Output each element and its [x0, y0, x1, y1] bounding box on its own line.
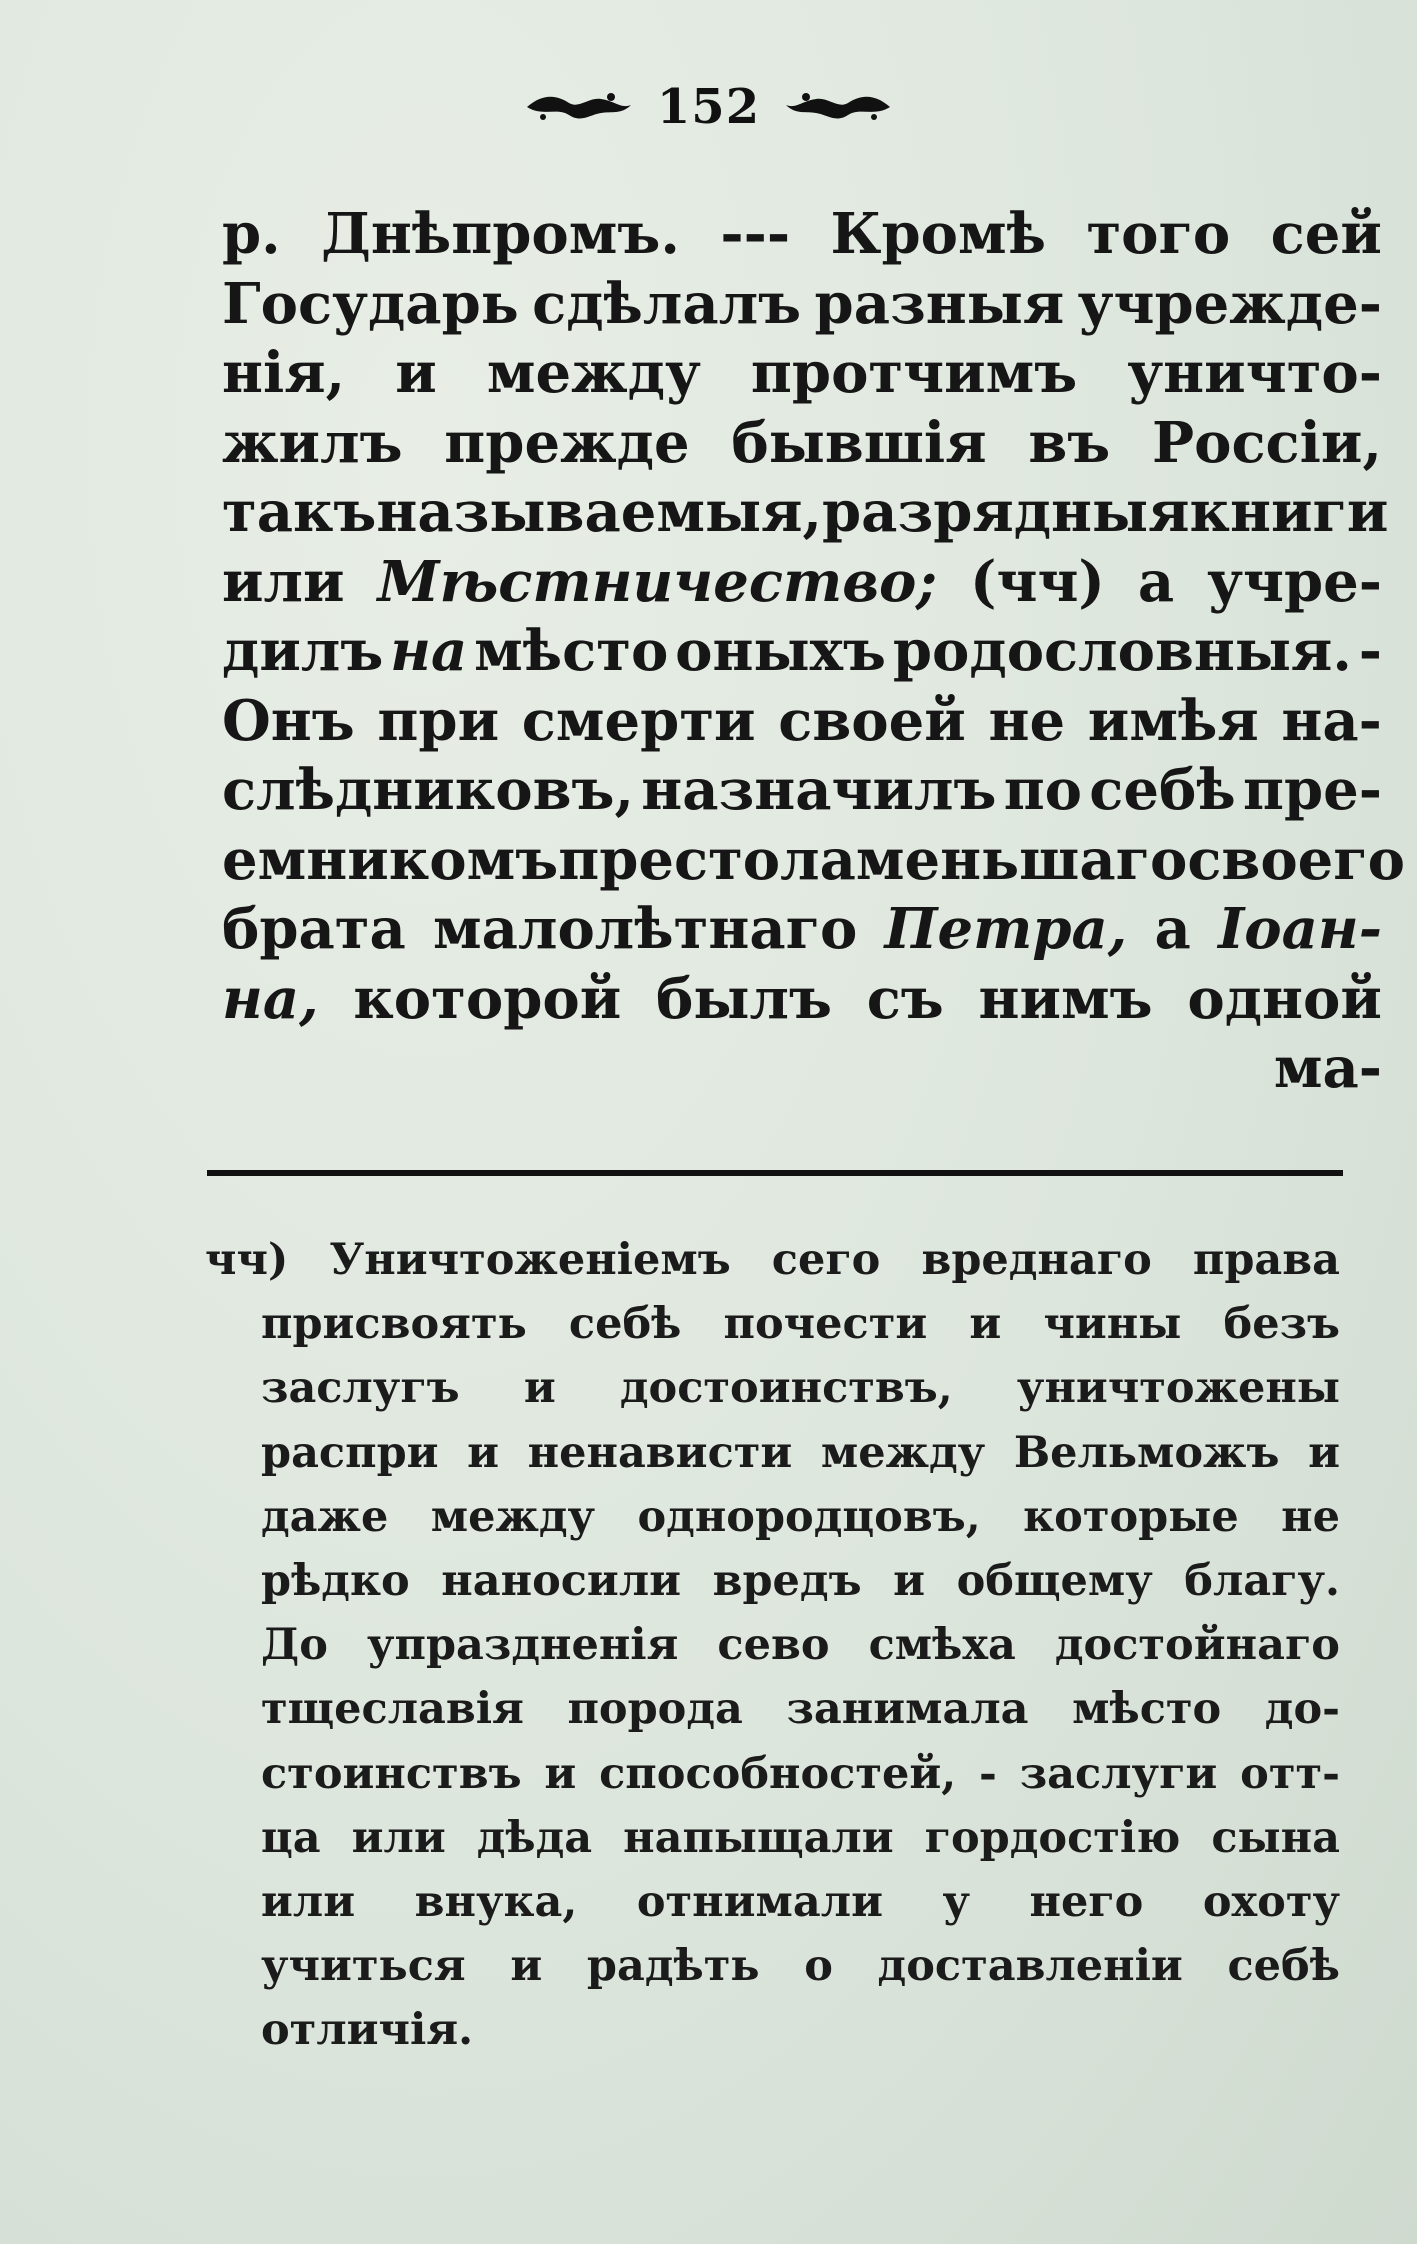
footnote-word: благу. — [1184, 1555, 1340, 1606]
main-text-line — [222, 687, 1382, 757]
footnote-word: не — [1281, 1491, 1340, 1542]
main-text-word: своего — [1187, 826, 1405, 893]
footnote-word: или — [261, 1876, 356, 1927]
main-text-word: Іоан- — [1218, 896, 1382, 962]
main-text-block — [222, 200, 1405, 1104]
main-text-line — [222, 826, 1405, 896]
footnote-word: и — [544, 1748, 577, 1799]
main-text-line — [222, 548, 1382, 618]
main-text-word: пре- — [1242, 757, 1382, 823]
main-text-word: мѣсто — [474, 618, 669, 684]
footnote-word: и — [523, 1363, 556, 1414]
main-text-word: слѣдниковъ, — [222, 757, 634, 823]
footnote-word: и — [893, 1555, 926, 1606]
main-text-word: брата — [222, 896, 406, 962]
footnote-word: и — [467, 1427, 500, 1478]
main-text-word: сдѣлалъ — [532, 270, 802, 337]
footnote-line — [205, 1677, 1340, 1741]
footnote-word: гордостію — [924, 1812, 1181, 1863]
footnote-word: распри — [261, 1427, 439, 1478]
footnote-word: тщеславія — [261, 1684, 524, 1735]
footnote-word: даже — [261, 1491, 389, 1542]
footnote-word: смѣха — [868, 1620, 1016, 1671]
footnote-word: уничтожены — [1016, 1363, 1340, 1414]
main-text-word: разрядныя — [822, 479, 1190, 545]
main-text-word: былъ — [656, 965, 832, 1032]
footnote-word: стоинствъ — [261, 1748, 522, 1799]
footnote-word: радѣть — [586, 1941, 760, 1992]
footnote-word: Вельможъ — [1013, 1427, 1280, 1478]
footnote-word: и — [510, 1941, 543, 1992]
main-text-word: не — [988, 687, 1066, 754]
main-text-word: оныхъ — [675, 618, 886, 684]
footnote-line — [205, 1356, 1340, 1420]
footnote-word: отт- — [1240, 1748, 1340, 1799]
footnote-word: себѣ — [1227, 1941, 1340, 1992]
main-text-word: бывшія — [731, 409, 987, 476]
footnote-word: охоту — [1202, 1876, 1340, 1927]
footnote-line — [205, 1742, 1340, 1806]
footnote-word: у — [942, 1876, 970, 1927]
main-text-word: емникомъ — [222, 826, 559, 893]
footnote-word: способностей, — [599, 1748, 957, 1799]
main-text-word: называемыя, — [376, 479, 823, 545]
footnote-word: до- — [1264, 1684, 1340, 1735]
main-text-word: Россіи, — [1151, 409, 1382, 476]
footnote-word: доставленіи — [877, 1941, 1183, 1992]
footnote-word: достоинствъ, — [619, 1363, 953, 1414]
footnote-word: общему — [956, 1555, 1153, 1606]
footnote-word: между — [430, 1491, 596, 1542]
footnote-block — [205, 1228, 1340, 2062]
main-text-word: своей — [778, 687, 966, 754]
footnote-word: учиться — [261, 1941, 466, 1992]
footnote-word: порода — [567, 1684, 743, 1735]
main-text-word: при — [377, 687, 500, 754]
footnote-line — [205, 1998, 1340, 2062]
main-text-word: (чч) — [969, 548, 1105, 615]
main-text-word: съ — [866, 965, 944, 1032]
main-text-line — [222, 200, 1382, 270]
main-text-word: на — [390, 618, 468, 684]
footnote-word: и — [1308, 1427, 1340, 1478]
footnote-word: сево — [717, 1620, 830, 1671]
main-text-word: меньшаго — [855, 826, 1188, 893]
footnote-word: наносили — [441, 1555, 682, 1606]
footnote-word: вредъ — [712, 1555, 862, 1606]
main-text-word: уничто- — [1127, 340, 1382, 406]
main-text-word: нія, — [222, 340, 346, 406]
footnote-word: достойнаго — [1054, 1620, 1340, 1671]
footnote-word: Уничтоженіемъ — [329, 1235, 731, 1285]
main-text-line — [222, 617, 1382, 687]
main-text-word: на, — [222, 965, 319, 1032]
footnote-line — [205, 1485, 1340, 1549]
footnote-word: присвоять — [261, 1299, 527, 1350]
footnote-word: между — [820, 1427, 986, 1478]
footnote-word: упраздненія — [366, 1620, 679, 1671]
main-text-word: жилъ — [222, 409, 403, 476]
footnote-word: До — [261, 1620, 328, 1671]
main-text-word: р. — [222, 201, 281, 267]
main-text-word: которой — [353, 965, 622, 1032]
main-text-word: между — [486, 340, 701, 406]
footnote-word: заслугъ — [261, 1363, 460, 1414]
footnote-line — [205, 1421, 1340, 1485]
main-text-word: смерти — [521, 687, 756, 754]
main-text-word: назначилъ — [641, 757, 997, 823]
footnote-word: которые — [1023, 1491, 1239, 1542]
main-text-word: по — [1003, 757, 1083, 823]
footnote-word: рѣдко — [261, 1555, 410, 1606]
footnote-divider — [207, 1170, 1343, 1176]
main-text-word: престола — [558, 826, 856, 893]
main-text-word: дилъ — [222, 618, 384, 684]
main-text-word: книги — [1189, 479, 1389, 545]
main-text-word: родословныя. — [892, 618, 1352, 684]
footnote-word: и — [969, 1299, 1002, 1350]
main-text-word: или — [222, 548, 345, 615]
footnote-line — [205, 1549, 1340, 1613]
footnote-word: - — [979, 1748, 997, 1799]
main-text-word: Днѣпромъ. — [321, 201, 680, 267]
main-text-word: на- — [1281, 687, 1382, 754]
main-text-word: того — [1086, 201, 1231, 267]
footnote-line — [205, 1870, 1340, 1934]
main-text-line — [222, 339, 1382, 409]
footnote-word: дѣда — [476, 1812, 593, 1863]
main-text-line — [222, 895, 1382, 965]
main-text-word: нимъ — [978, 965, 1153, 1032]
main-text-word: и — [395, 340, 437, 406]
page-number: 152 — [656, 79, 761, 135]
main-text-line — [222, 756, 1382, 826]
footnote-word: чины — [1043, 1299, 1182, 1350]
fleuron-ornament-right — [782, 87, 894, 127]
footnote-word: него — [1029, 1876, 1144, 1927]
main-text-line — [222, 478, 1389, 548]
main-text-word: Кромѣ — [830, 201, 1047, 267]
main-text-word: учре- — [1207, 548, 1382, 615]
main-text-word: --- — [720, 201, 791, 267]
footnote-word: безъ — [1223, 1299, 1340, 1350]
footnote-word: сына — [1211, 1812, 1340, 1863]
page-header — [0, 72, 1417, 142]
main-text-word: ма- — [1273, 1035, 1382, 1101]
main-text-word: Онъ — [222, 687, 355, 754]
main-text-line — [222, 965, 1382, 1035]
footnote-word: себѣ — [568, 1299, 682, 1350]
main-text-word: такъ — [222, 479, 377, 545]
footnote-word: напыщали — [623, 1812, 894, 1863]
footnote-line — [205, 1228, 1340, 1292]
main-text-line — [222, 409, 1382, 479]
main-text-word: протчимъ — [750, 340, 1078, 406]
main-text-word: имѣя — [1087, 687, 1259, 754]
main-text-word: сей — [1270, 201, 1382, 267]
footnote-line — [205, 1613, 1340, 1677]
main-text-word: разныя — [814, 270, 1065, 337]
footnote-word: или — [351, 1812, 446, 1863]
main-text-word: прежде — [444, 409, 690, 476]
footnote-word: ненависти — [527, 1427, 793, 1478]
main-text-word: учрежде- — [1077, 270, 1382, 337]
footnote-word: чч) — [205, 1235, 289, 1285]
footnote-word: вреднаго — [921, 1235, 1152, 1285]
footnote-word: ца — [261, 1812, 321, 1863]
footnote-word: почести — [723, 1299, 928, 1350]
main-text-line — [222, 1034, 1382, 1104]
main-text-word: одной — [1187, 965, 1382, 1032]
main-text-word: Государь — [222, 270, 519, 337]
main-text-word: Мѣстничество; — [377, 548, 937, 615]
footnote-word: занимала — [786, 1684, 1029, 1735]
main-text-word: Петра, — [884, 896, 1128, 962]
footnote-word: однородцовъ, — [637, 1491, 981, 1542]
main-text-word: а — [1137, 548, 1175, 615]
main-text-word: малолѣтнаго — [433, 896, 858, 962]
footnote-line — [205, 1806, 1340, 1870]
footnote-word: отличія. — [261, 2005, 474, 2056]
main-text-word: себѣ — [1089, 757, 1236, 823]
footnote-line — [205, 1934, 1340, 1998]
footnote-word: права — [1192, 1235, 1340, 1285]
footnote-word: сего — [771, 1235, 881, 1285]
main-text-word: въ — [1028, 409, 1111, 476]
footnote-line — [205, 1292, 1340, 1356]
footnote-word: внука, — [414, 1876, 578, 1927]
footnote-word: отнимали — [636, 1876, 883, 1927]
footnote-word: заслуги — [1019, 1748, 1218, 1799]
footnote-word: мѣсто — [1072, 1684, 1222, 1735]
footnote-word: о — [804, 1941, 833, 1992]
main-text-word: - — [1358, 618, 1382, 684]
fleuron-ornament-left — [523, 87, 635, 127]
main-text-word: а — [1154, 896, 1191, 962]
main-text-line — [222, 270, 1382, 340]
